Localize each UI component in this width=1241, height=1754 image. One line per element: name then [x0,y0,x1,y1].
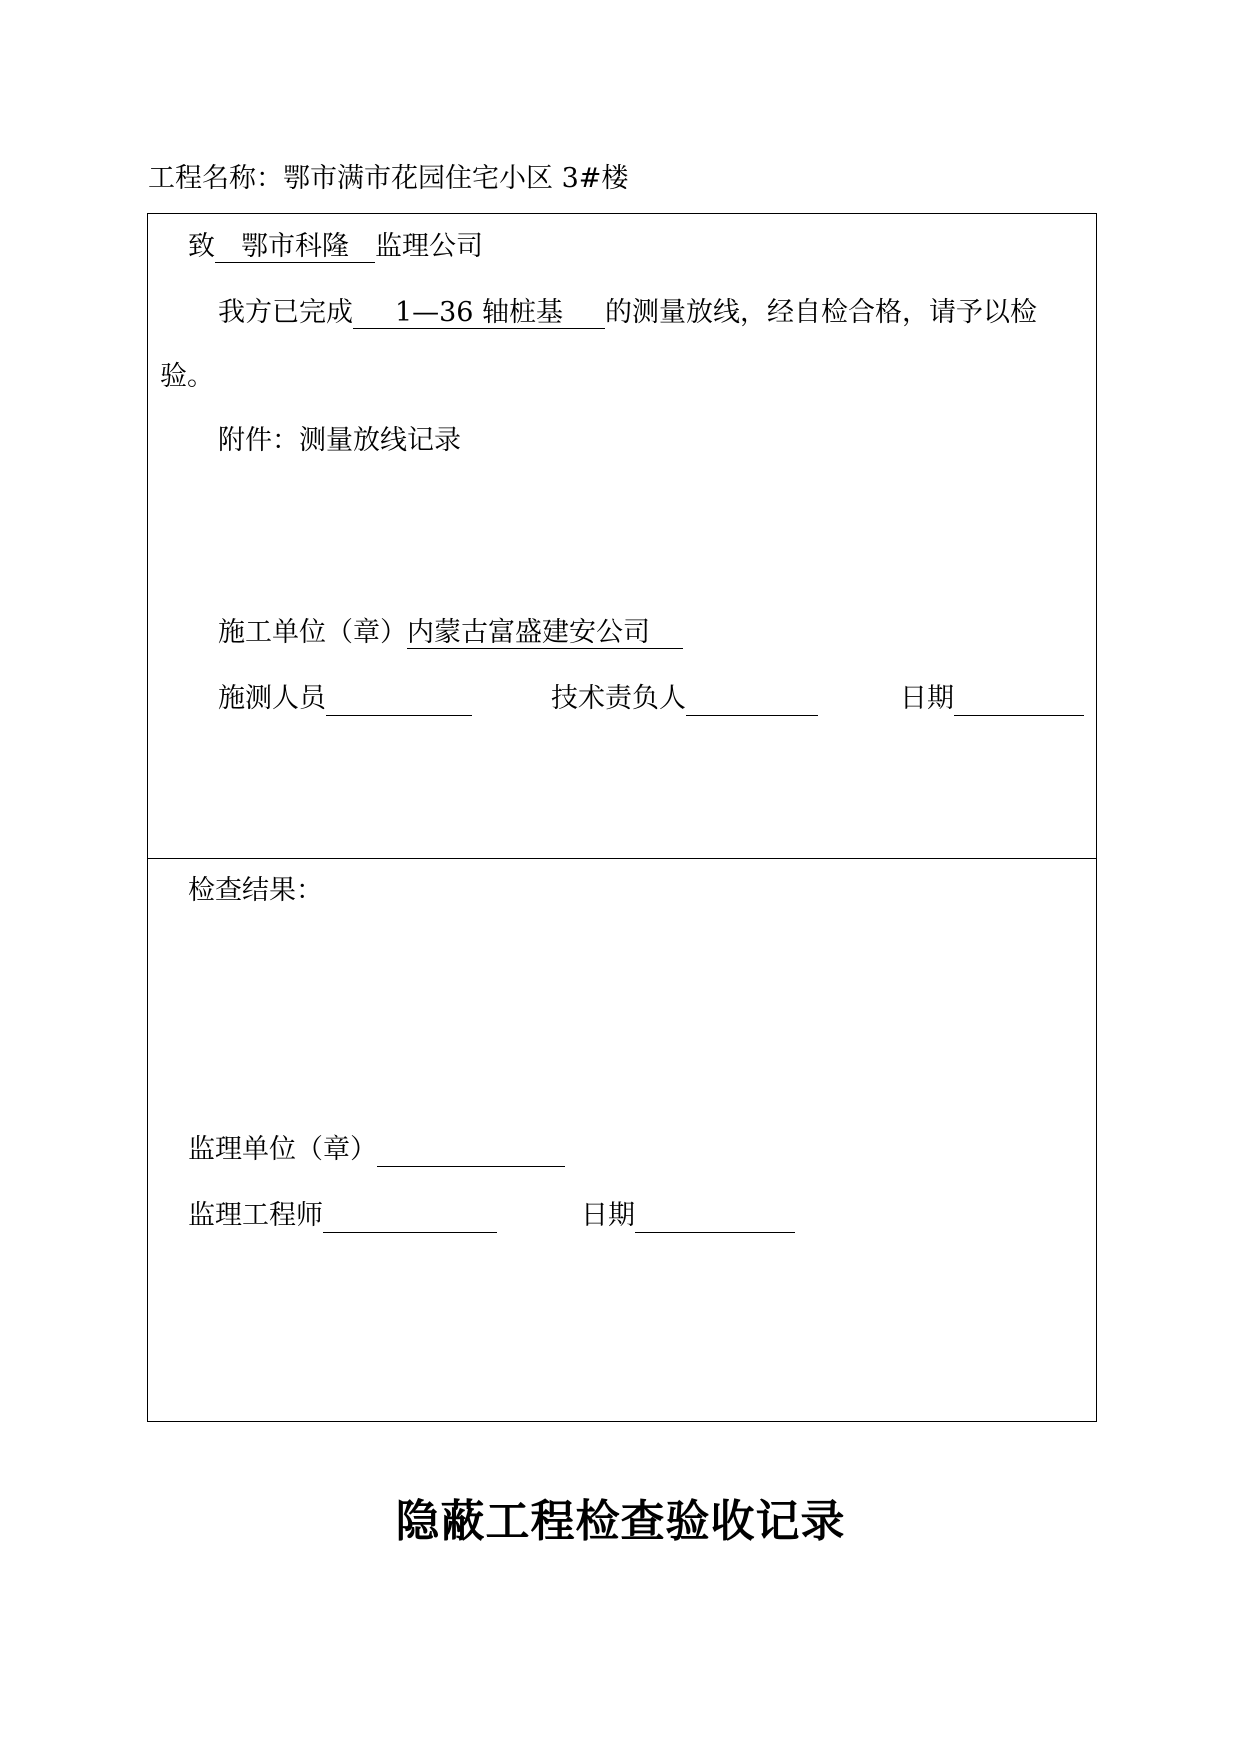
supervisor-unit-label: 监理单位（章） [188,1134,377,1165]
inspection-date-field [581,1199,795,1233]
request-body-line [218,296,1037,330]
addressee-suffix: 监理公司 [375,231,483,262]
request-body-suffix: 的测量放线，经自检合格，请予以检 [605,297,1037,328]
supervisor-unit-field [188,1133,565,1167]
surveyor-label: 施测人员 [218,683,326,714]
project-name: 鄂市满市花园住宅小区 3#楼 [283,163,629,194]
supervisor-engineer-field [188,1199,497,1233]
request-date-label: 日期 [900,683,954,714]
survey-inspection-form [147,213,1097,1422]
surveyor-field [218,682,472,716]
contractor-name: 内蒙古富盛建安公司 [407,618,683,649]
attachment-line: 附件：测量放线记录 [218,425,461,456]
request-date-field [900,682,1084,716]
next-form-title: 隐蔽工程检查验收记录 [395,1496,846,1547]
inspection-date-label: 日期 [581,1200,635,1231]
surveyor-blank [326,685,472,716]
request-date-blank [954,685,1084,716]
project-name-line [148,162,628,196]
tech-lead-field [551,682,818,716]
request-body-wrap: 验。 [160,361,214,392]
contractor-line [218,616,683,650]
supervisor-engineer-label: 监理工程师 [188,1200,323,1231]
section-divider [148,858,1096,859]
request-body-prefix: 我方已完成 [218,297,353,328]
supervisor-unit-blank [377,1136,565,1167]
addressee-company: 鄂市科隆 [215,232,375,263]
inspection-result-label: 检查结果： [188,875,323,906]
inspection-date-blank [635,1202,795,1233]
request-body-item: 1—36 轴桩基 [353,298,605,329]
tech-lead-label: 技术责负人 [551,683,686,714]
addressee-prefix: 致 [188,231,215,262]
addressee-line [188,230,483,264]
tech-lead-blank [686,685,818,716]
contractor-label: 施工单位（章） [218,617,407,648]
supervisor-engineer-blank [323,1202,497,1233]
project-label: 工程名称： [148,163,283,194]
